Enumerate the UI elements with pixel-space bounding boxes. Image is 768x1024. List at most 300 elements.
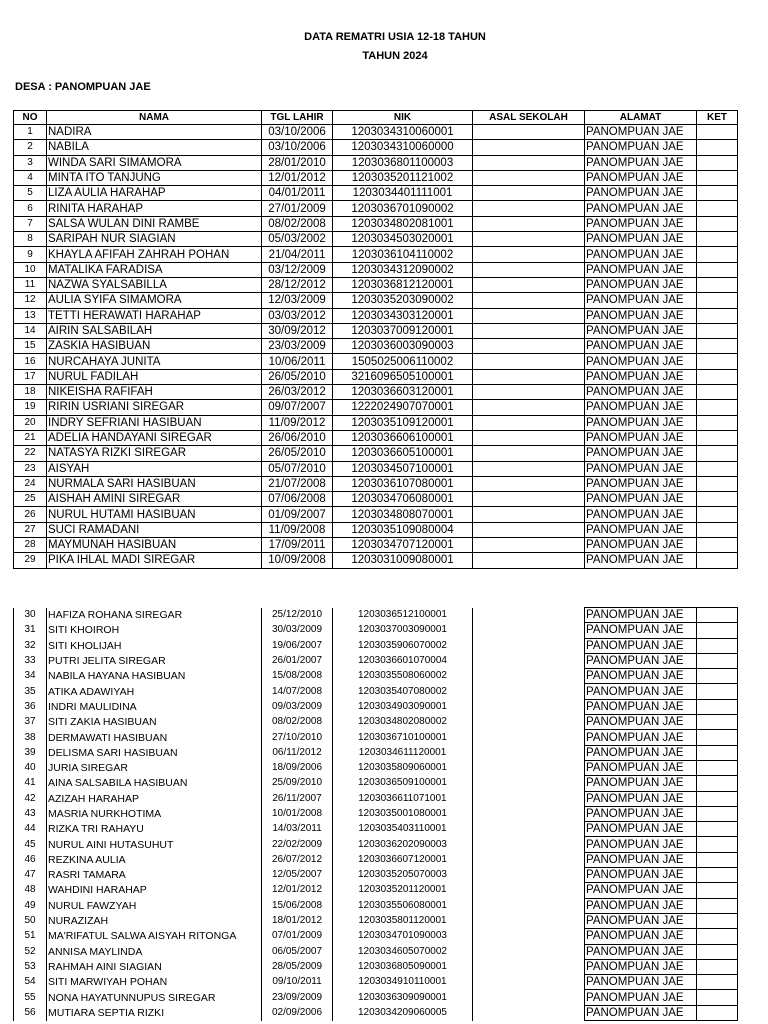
row-asal-sekolah <box>473 608 585 623</box>
row-tgl-lahir: 26/07/2012 <box>262 852 333 867</box>
row-alamat: PANOMPUAN JAE <box>585 507 697 522</box>
table-row <box>14 553 738 568</box>
row-nik: 1203036309090001 <box>333 990 473 1005</box>
row-asal-sekolah <box>473 170 585 185</box>
row-alamat: PANOMPUAN JAE <box>585 929 697 944</box>
row-tgl-lahir: 03/03/2012 <box>262 308 333 323</box>
row-alamat: PANOMPUAN JAE <box>585 776 697 791</box>
row-ket <box>697 669 738 684</box>
row-alamat: PANOMPUAN JAE <box>585 430 697 445</box>
table-row <box>14 745 738 760</box>
row-asal-sekolah <box>473 822 585 837</box>
row-alamat: PANOMPUAN JAE <box>585 354 697 369</box>
row-ket <box>697 553 738 568</box>
row-asal-sekolah <box>473 730 585 745</box>
row-tgl-lahir: 25/09/2010 <box>262 776 333 791</box>
row-tgl-lahir: 23/03/2009 <box>262 339 333 354</box>
row-nama: RIRIN USRIANI SIREGAR <box>47 400 262 415</box>
row-ket <box>697 822 738 837</box>
row-no: 33 <box>14 653 47 668</box>
row-asal-sekolah <box>473 653 585 668</box>
row-alamat: PANOMPUAN JAE <box>585 492 697 507</box>
table-row <box>14 400 738 415</box>
row-tgl-lahir: 05/07/2010 <box>262 461 333 476</box>
row-nama: NURCAHAYA JUNITA <box>47 354 262 369</box>
row-asal-sekolah <box>473 507 585 522</box>
row-nama: REZKINA AULIA <box>47 852 262 867</box>
row-nama: WAHDINI HARAHAP <box>47 883 262 898</box>
row-nama: WINDA SARI SIMAMORA <box>47 155 262 170</box>
row-asal-sekolah <box>473 339 585 354</box>
row-nama: NURUL FAWZYAH <box>47 898 262 913</box>
row-alamat: PANOMPUAN JAE <box>585 730 697 745</box>
row-tgl-lahir: 30/09/2012 <box>262 323 333 338</box>
row-nama: KHAYLA AFIFAH ZAHRAH POHAN <box>47 247 262 262</box>
row-asal-sekolah <box>473 715 585 730</box>
row-nama: AULIA SYIFA SIMAMORA <box>47 293 262 308</box>
row-asal-sekolah <box>473 776 585 791</box>
row-asal-sekolah <box>473 638 585 653</box>
row-tgl-lahir: 15/06/2008 <box>262 898 333 913</box>
table-row <box>14 623 738 638</box>
row-asal-sekolah <box>473 125 585 140</box>
row-no: 54 <box>14 975 47 990</box>
row-nama: RAHMAH AINI SIAGIAN <box>47 959 262 974</box>
row-tgl-lahir: 14/07/2008 <box>262 684 333 699</box>
row-no: 29 <box>14 553 47 568</box>
row-nik: 1203036812120001 <box>333 277 473 292</box>
row-asal-sekolah <box>473 247 585 262</box>
row-nama: ATIKA ADAWIYAH <box>47 684 262 699</box>
row-tgl-lahir: 10/09/2008 <box>262 553 333 568</box>
row-asal-sekolah <box>473 186 585 201</box>
row-asal-sekolah <box>473 699 585 714</box>
row-nama: INDRY SEFRIANI HASIBUAN <box>47 415 262 430</box>
row-nama: AZIZAH HARAHAP <box>47 791 262 806</box>
row-tgl-lahir: 14/03/2011 <box>262 822 333 837</box>
row-asal-sekolah <box>473 959 585 974</box>
row-nik: 1203034802080002 <box>333 715 473 730</box>
row-no: 10 <box>14 262 47 277</box>
table-row <box>14 868 738 883</box>
row-nama: MINTA ITO TANJUNG <box>47 170 262 185</box>
row-nik: 1203035201121002 <box>333 170 473 185</box>
row-asal-sekolah <box>473 913 585 928</box>
row-no: 45 <box>14 837 47 852</box>
table-row <box>14 653 738 668</box>
data-table-page-2 <box>13 607 738 1021</box>
row-alamat: PANOMPUAN JAE <box>585 323 697 338</box>
row-alamat: PANOMPUAN JAE <box>585 232 697 247</box>
row-nama: NATASYA RIZKI SIREGAR <box>47 446 262 461</box>
row-ket <box>697 990 738 1005</box>
row-no: 15 <box>14 339 47 354</box>
row-ket <box>697 492 738 507</box>
col-header-nama: NAMA <box>47 111 262 125</box>
row-ket <box>697 975 738 990</box>
row-tgl-lahir: 21/04/2011 <box>262 247 333 262</box>
data-table-page-1 <box>13 110 738 569</box>
row-ket <box>697 776 738 791</box>
row-no: 11 <box>14 277 47 292</box>
col-header-ket: KET <box>697 111 738 125</box>
row-alamat: PANOMPUAN JAE <box>585 684 697 699</box>
table-row <box>14 277 738 292</box>
row-asal-sekolah <box>473 308 585 323</box>
row-nik: 1203034903090001 <box>333 699 473 714</box>
row-alamat: PANOMPUAN JAE <box>585 852 697 867</box>
row-tgl-lahir: 11/09/2008 <box>262 522 333 537</box>
row-ket <box>697 293 738 308</box>
row-tgl-lahir: 19/06/2007 <box>262 638 333 653</box>
row-ket <box>697 476 738 491</box>
table-row <box>14 293 738 308</box>
row-asal-sekolah <box>473 623 585 638</box>
row-alamat: PANOMPUAN JAE <box>585 216 697 231</box>
row-ket <box>697 791 738 806</box>
row-alamat: PANOMPUAN JAE <box>585 653 697 668</box>
table-row <box>14 715 738 730</box>
row-tgl-lahir: 21/07/2008 <box>262 476 333 491</box>
row-nama: ADELIA HANDAYANI SIREGAR <box>47 430 262 445</box>
row-asal-sekolah <box>473 669 585 684</box>
row-nik: 1203036605100001 <box>333 446 473 461</box>
row-tgl-lahir: 05/03/2002 <box>262 232 333 247</box>
table-row <box>14 522 738 537</box>
row-alamat: PANOMPUAN JAE <box>585 868 697 883</box>
row-asal-sekolah <box>473 216 585 231</box>
row-ket <box>697 760 738 775</box>
row-alamat: PANOMPUAN JAE <box>585 553 697 568</box>
document-year: TAHUN 2024 <box>362 50 428 62</box>
row-ket <box>697 730 738 745</box>
row-alamat: PANOMPUAN JAE <box>585 791 697 806</box>
table-header-row <box>14 111 738 125</box>
col-header-nik: NIK <box>333 111 473 125</box>
row-nama: NURUL AINI HUTASUHUT <box>47 837 262 852</box>
table-row <box>14 684 738 699</box>
row-ket <box>697 232 738 247</box>
row-asal-sekolah <box>473 293 585 308</box>
row-ket <box>697 170 738 185</box>
row-no: 48 <box>14 883 47 898</box>
row-no: 9 <box>14 247 47 262</box>
row-asal-sekolah <box>473 990 585 1005</box>
row-ket <box>697 638 738 653</box>
row-alamat: PANOMPUAN JAE <box>585 944 697 959</box>
row-ket <box>697 385 738 400</box>
row-alamat: PANOMPUAN JAE <box>585 247 697 262</box>
row-nama: PUTRI JELITA SIREGAR <box>47 653 262 668</box>
row-nama: RASRI TAMARA <box>47 868 262 883</box>
row-no: 4 <box>14 170 47 185</box>
row-nik: 1203034605070002 <box>333 944 473 959</box>
row-tgl-lahir: 30/03/2009 <box>262 623 333 638</box>
row-nik: 1203034706080001 <box>333 492 473 507</box>
table-row <box>14 476 738 491</box>
row-alamat: PANOMPUAN JAE <box>585 898 697 913</box>
row-asal-sekolah <box>473 415 585 430</box>
table-row <box>14 354 738 369</box>
row-no: 53 <box>14 959 47 974</box>
row-tgl-lahir: 03/10/2006 <box>262 140 333 155</box>
row-nik: 1203036607120001 <box>333 852 473 867</box>
row-asal-sekolah <box>473 522 585 537</box>
row-ket <box>697 369 738 384</box>
row-nik: 1203036509100001 <box>333 776 473 791</box>
table-row <box>14 507 738 522</box>
row-alamat: PANOMPUAN JAE <box>585 822 697 837</box>
table-row <box>14 430 738 445</box>
row-ket <box>697 125 738 140</box>
row-no: 21 <box>14 430 47 445</box>
row-nik: 1203035109080004 <box>333 522 473 537</box>
row-alamat: PANOMPUAN JAE <box>585 699 697 714</box>
row-no: 26 <box>14 507 47 522</box>
row-ket <box>697 538 738 553</box>
row-no: 5 <box>14 186 47 201</box>
row-nik: 1203034707120001 <box>333 538 473 553</box>
row-tgl-lahir: 11/09/2012 <box>262 415 333 430</box>
row-asal-sekolah <box>473 553 585 568</box>
table-row <box>14 323 738 338</box>
row-ket <box>697 1005 738 1020</box>
row-ket <box>697 277 738 292</box>
row-alamat: PANOMPUAN JAE <box>585 669 697 684</box>
row-nama: MUTIARA SEPTIA RIZKI <box>47 1005 262 1020</box>
table-row <box>14 262 738 277</box>
row-ket <box>697 507 738 522</box>
row-no: 23 <box>14 461 47 476</box>
row-nik: 1203036805090001 <box>333 959 473 974</box>
table-row <box>14 898 738 913</box>
row-tgl-lahir: 07/06/2008 <box>262 492 333 507</box>
row-alamat: PANOMPUAN JAE <box>585 170 697 185</box>
row-alamat: PANOMPUAN JAE <box>585 446 697 461</box>
row-ket <box>697 186 738 201</box>
row-asal-sekolah <box>473 385 585 400</box>
table-row <box>14 415 738 430</box>
row-asal-sekolah <box>473 446 585 461</box>
row-nik: 1203035906070002 <box>333 638 473 653</box>
row-nama: TETTI HERAWATI HARAHAP <box>47 308 262 323</box>
row-ket <box>697 929 738 944</box>
row-ket <box>697 415 738 430</box>
row-asal-sekolah <box>473 277 585 292</box>
row-alamat: PANOMPUAN JAE <box>585 608 697 623</box>
row-no: 56 <box>14 1005 47 1020</box>
row-nik: 1203036107080001 <box>333 476 473 491</box>
row-ket <box>697 308 738 323</box>
row-nama: AINA SALSABILA HASIBUAN <box>47 776 262 791</box>
row-nik: 1203035205070003 <box>333 868 473 883</box>
row-nama: SITI ZAKIA HASIBUAN <box>47 715 262 730</box>
table-row <box>14 837 738 852</box>
table-row <box>14 461 738 476</box>
row-nama: NURMALA SARI HASIBUAN <box>47 476 262 491</box>
row-no: 36 <box>14 699 47 714</box>
row-nama: AISYAH <box>47 461 262 476</box>
row-no: 50 <box>14 913 47 928</box>
row-tgl-lahir: 26/05/2010 <box>262 446 333 461</box>
row-ket <box>697 262 738 277</box>
row-ket <box>697 883 738 898</box>
row-asal-sekolah <box>473 868 585 883</box>
row-ket <box>697 898 738 913</box>
row-ket <box>697 216 738 231</box>
row-nama: SALSA WULAN DINI RAMBE <box>47 216 262 231</box>
row-alamat: PANOMPUAN JAE <box>585 715 697 730</box>
row-asal-sekolah <box>473 538 585 553</box>
row-ket <box>697 155 738 170</box>
table-row <box>14 446 738 461</box>
row-alamat: PANOMPUAN JAE <box>585 461 697 476</box>
row-tgl-lahir: 28/05/2009 <box>262 959 333 974</box>
row-ket <box>697 944 738 959</box>
col-header-asal-sekolah: ASAL SEKOLAH <box>473 111 585 125</box>
row-alamat: PANOMPUAN JAE <box>585 293 697 308</box>
row-asal-sekolah <box>473 476 585 491</box>
row-nama: SITI KHOLIJAH <box>47 638 262 653</box>
row-ket <box>697 684 738 699</box>
table-row <box>14 990 738 1005</box>
table-row <box>14 608 738 623</box>
row-no: 16 <box>14 354 47 369</box>
row-nik: 1203034209060005 <box>333 1005 473 1020</box>
row-alamat: PANOMPUAN JAE <box>585 623 697 638</box>
row-no: 27 <box>14 522 47 537</box>
row-tgl-lahir: 10/06/2011 <box>262 354 333 369</box>
table-row <box>14 186 738 201</box>
row-nik: 1203035508060002 <box>333 669 473 684</box>
row-no: 37 <box>14 715 47 730</box>
row-nama: SITI KHOIROH <box>47 623 262 638</box>
row-nama: NABILA HAYANA HASIBUAN <box>47 669 262 684</box>
table-row <box>14 776 738 791</box>
row-nama: AIRIN SALSABILAH <box>47 323 262 338</box>
row-no: 55 <box>14 990 47 1005</box>
row-no: 20 <box>14 415 47 430</box>
row-asal-sekolah <box>473 898 585 913</box>
table-row <box>14 247 738 262</box>
row-ket <box>697 699 738 714</box>
row-tgl-lahir: 26/03/2012 <box>262 385 333 400</box>
row-no: 39 <box>14 745 47 760</box>
row-alamat: PANOMPUAN JAE <box>585 1005 697 1020</box>
row-alamat: PANOMPUAN JAE <box>585 990 697 1005</box>
table-row <box>14 760 738 775</box>
row-alamat: PANOMPUAN JAE <box>585 339 697 354</box>
row-tgl-lahir: 12/05/2007 <box>262 868 333 883</box>
row-asal-sekolah <box>473 232 585 247</box>
row-no: 17 <box>14 369 47 384</box>
row-nik: 1203035809060001 <box>333 760 473 775</box>
row-tgl-lahir: 28/12/2012 <box>262 277 333 292</box>
table-row <box>14 339 738 354</box>
table-row <box>14 385 738 400</box>
row-nik: 1203035506080001 <box>333 898 473 913</box>
row-nama: SUCI RAMADANI <box>47 522 262 537</box>
row-no: 49 <box>14 898 47 913</box>
table-row <box>14 232 738 247</box>
col-header-no: NO <box>14 111 47 125</box>
table-row <box>14 638 738 653</box>
row-nik: 1203036606100001 <box>333 430 473 445</box>
table-row <box>14 492 738 507</box>
row-tgl-lahir: 12/03/2009 <box>262 293 333 308</box>
row-tgl-lahir: 01/09/2007 <box>262 507 333 522</box>
row-nama: NONA HAYATUNNUPUS SIREGAR <box>47 990 262 1005</box>
row-asal-sekolah <box>473 369 585 384</box>
row-tgl-lahir: 03/10/2006 <box>262 125 333 140</box>
table-row <box>14 308 738 323</box>
row-no: 42 <box>14 791 47 806</box>
row-nik: 1203031009080001 <box>333 553 473 568</box>
row-asal-sekolah <box>473 323 585 338</box>
row-asal-sekolah <box>473 354 585 369</box>
table-row <box>14 806 738 821</box>
row-ket <box>697 522 738 537</box>
row-nama: INDRI MAULIDINA <box>47 699 262 714</box>
row-no: 19 <box>14 400 47 415</box>
row-ket <box>697 461 738 476</box>
row-nik: 1203034701090003 <box>333 929 473 944</box>
row-nik: 1203037009120001 <box>333 323 473 338</box>
row-nama: DELISMA SARI HASIBUAN <box>47 745 262 760</box>
row-tgl-lahir: 26/11/2007 <box>262 791 333 806</box>
row-nama: DERMAWATI HASIBUAN <box>47 730 262 745</box>
row-tgl-lahir: 06/05/2007 <box>262 944 333 959</box>
table-row <box>14 929 738 944</box>
row-ket <box>697 400 738 415</box>
row-tgl-lahir: 26/01/2007 <box>262 653 333 668</box>
row-ket <box>697 715 738 730</box>
row-nik: 1203036801100003 <box>333 155 473 170</box>
row-asal-sekolah <box>473 430 585 445</box>
row-alamat: PANOMPUAN JAE <box>585 308 697 323</box>
row-nama: RINITA HARAHAP <box>47 201 262 216</box>
row-nik: 3216096505100001 <box>333 369 473 384</box>
row-asal-sekolah <box>473 929 585 944</box>
row-no: 30 <box>14 608 47 623</box>
row-tgl-lahir: 18/01/2012 <box>262 913 333 928</box>
row-nama: AISHAH AMINI SIREGAR <box>47 492 262 507</box>
row-no: 8 <box>14 232 47 247</box>
row-nama: MATALIKA FARADISA <box>47 262 262 277</box>
row-no: 25 <box>14 492 47 507</box>
row-nik: 1203036202090003 <box>333 837 473 852</box>
row-nama: RIZKA TRI RAHAYU <box>47 822 262 837</box>
row-alamat: PANOMPUAN JAE <box>585 277 697 292</box>
table-row <box>14 822 738 837</box>
row-nik: 1203037003090001 <box>333 623 473 638</box>
row-nik: 1203036710100001 <box>333 730 473 745</box>
row-no: 18 <box>14 385 47 400</box>
row-alamat: PANOMPUAN JAE <box>585 155 697 170</box>
row-ket <box>697 913 738 928</box>
row-no: 3 <box>14 155 47 170</box>
row-ket <box>697 837 738 852</box>
row-asal-sekolah <box>473 201 585 216</box>
row-nik: 1203034401111001 <box>333 186 473 201</box>
row-nama: PIKA IHLAL MADI SIREGAR <box>47 553 262 568</box>
table-row <box>14 369 738 384</box>
row-nik: 1505025006110002 <box>333 354 473 369</box>
row-ket <box>697 323 738 338</box>
row-ket <box>697 653 738 668</box>
row-no: 43 <box>14 806 47 821</box>
row-nik: 1203034503020001 <box>333 232 473 247</box>
